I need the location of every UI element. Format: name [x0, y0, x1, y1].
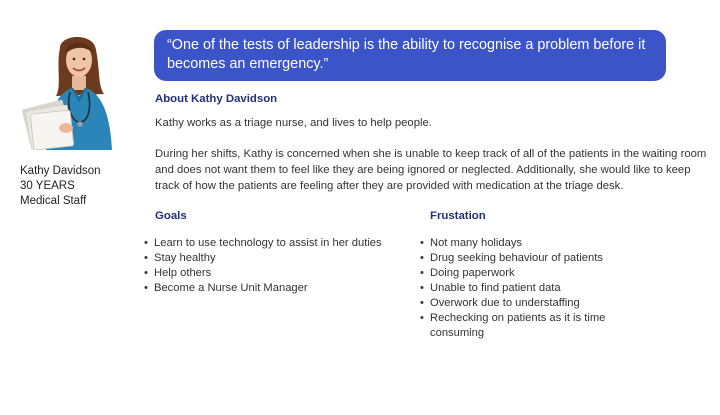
- list-item: • Stay healthy: [144, 251, 404, 266]
- goals-heading: Goals: [155, 210, 187, 222]
- frustration-heading: Frustation: [430, 210, 486, 222]
- list-item: • Become a Nurse Unit Manager: [144, 281, 404, 296]
- list-item: • Learn to use technology to assist in her duties: [144, 236, 404, 251]
- persona-age: 30 YEARS: [20, 180, 75, 192]
- list-item: • Rechecking on patients as it is time consuming: [420, 311, 620, 341]
- list-item: • Overwork due to understaffing: [420, 296, 620, 311]
- goals-list: [144, 236, 404, 296]
- persona-avatar: [22, 30, 128, 150]
- persona-name: Kathy Davidson: [20, 165, 101, 177]
- persona-profile: [20, 164, 101, 209]
- list-item: • Help others: [144, 266, 404, 281]
- frustration-list: [420, 236, 620, 341]
- about-paragraph-1: Kathy works as a triage nurse, and lives to help people.: [155, 117, 432, 129]
- list-item: • Not many holidays: [420, 236, 620, 251]
- list-item: • Doing paperwork: [420, 266, 620, 281]
- about-paragraph-2: During her shifts, Kathy is concerned when she is unable to keep track of all of the patients in the waiting room and does not want them to feel like they are being ignored or neglected. Additionally, she would like to keep track of how the patients are feeling after they are provided with medication at the triage desk.: [155, 148, 707, 192]
- list-item: • Unable to find patient data: [420, 281, 620, 296]
- persona-role: Medical Staff: [20, 195, 87, 207]
- about-heading: About Kathy Davidson: [155, 93, 278, 105]
- nurse-portrait-icon: [22, 30, 128, 150]
- persona-quote: “One of the tests of leadership is the ability to recognise a problem before it becomes an emergency.”: [154, 30, 666, 81]
- list-item: • Drug seeking behaviour of patients: [420, 251, 620, 266]
